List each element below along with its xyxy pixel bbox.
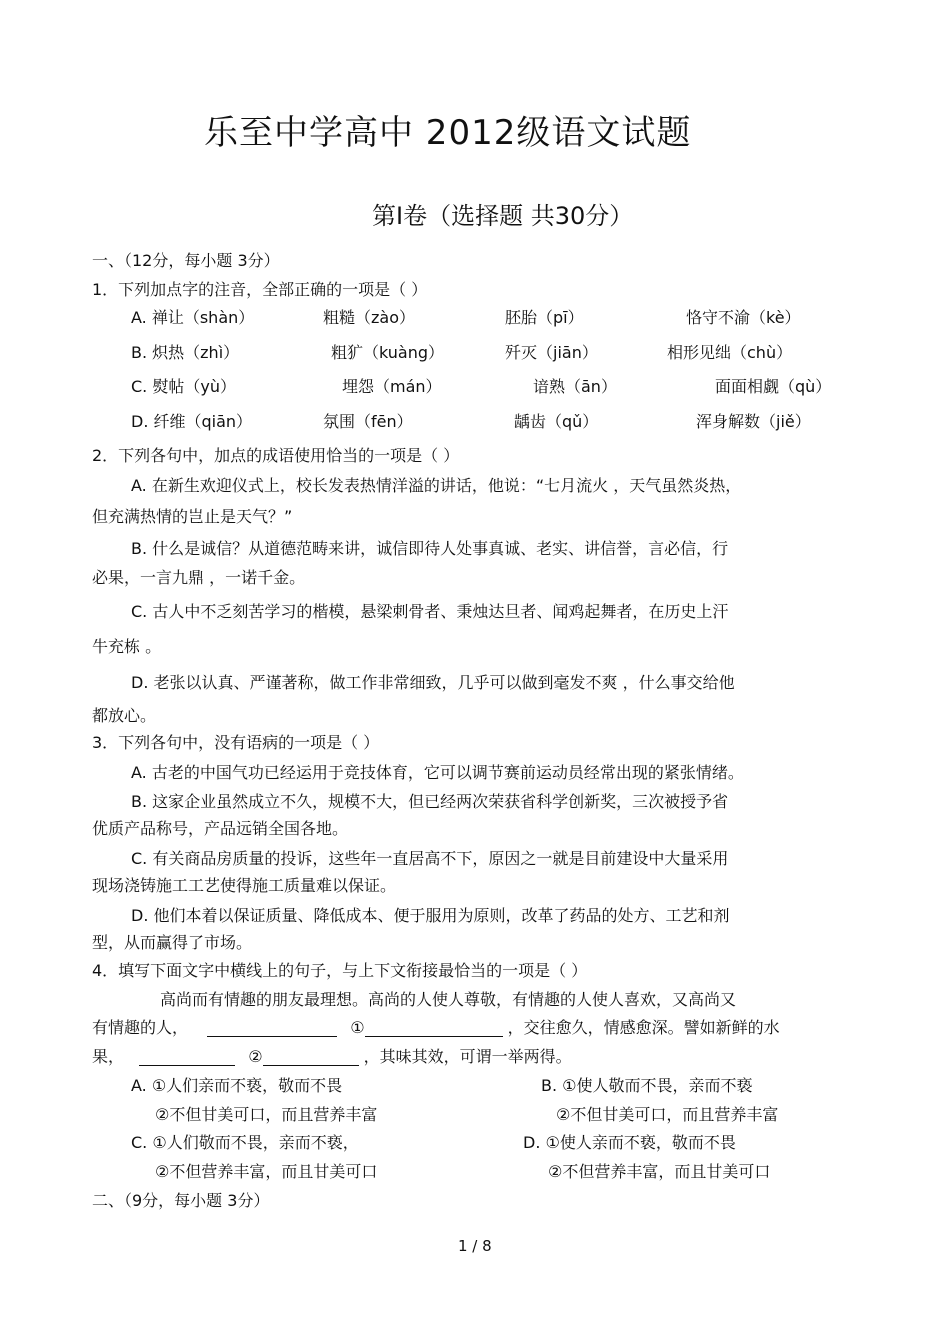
q2-b-line2: 必果，一言九鼎 ，一诺千金。	[92, 568, 306, 587]
page-number: 1 / 8	[458, 1237, 492, 1255]
q2-c-line1: C. 古人中不乏刻苦学习的楷模，悬梁刺骨者、秉烛达旦者、闻鸡起舞者，在历史上汗	[131, 602, 729, 621]
section1-header: 一、（12分，每小题 3分）	[92, 251, 280, 270]
q3-d-line1: D. 他们本着以保证质量、降低成本、便于服用为原则，改革了药品的处方、工艺和剂	[131, 906, 730, 925]
q1-stem: 1．下列加点字的注音，全部正确的一项是（ ）	[92, 280, 428, 299]
q1-a-2: 粗糙（zào）	[323, 308, 415, 327]
q4-passage-line1: 高尚而有情趣的朋友最理想。高尚的人使人尊敬，有情趣的人使人喜欢，又高尚又	[160, 990, 737, 1009]
q1-b-1: B. 炽热（zhì）	[131, 343, 240, 362]
q1-d-4: 浑身解数（jiě）	[696, 412, 811, 431]
q1-c-3: 谙熟（ān）	[533, 377, 617, 396]
blank-2-marker: ②	[248, 1047, 263, 1066]
blank-line	[207, 1020, 337, 1037]
q1-a-4: 恪守不渝（kè）	[686, 308, 801, 327]
q4-option-b-line2: ②不但甘美可口，而且营养丰富	[556, 1105, 779, 1124]
q4-passage-line2-end: ，交往愈久，情感愈深。譬如新鲜的水	[507, 1018, 780, 1037]
q3-a-line1: A. 古老的中国气功已经运用于竞技体育，它可以调节赛前运动员经常出现的紧张情绪。	[131, 763, 744, 782]
q2-stem: 2．下列各句中，加点的成语使用恰当的一项是（ ）	[92, 446, 460, 465]
q3-c-line1: C. 有关商品房质量的投诉，这些年一直居高不下，原因之一就是目前建设中大量采用	[131, 849, 729, 868]
q3-c-line2: 现场浇铸施工工艺使得施工质量难以保证。	[92, 876, 397, 895]
q1-d-1: D. 纤维（qiān）	[131, 412, 253, 431]
blank-2	[263, 1049, 359, 1066]
q1-d-2: 氛围（fēn）	[323, 412, 413, 431]
q2-b-line1: B. 什么是诚信？从道德范畴来讲，诚信即待人处事真诚、老实、讲信誉，言必信，行	[131, 539, 729, 558]
q3-b-line2: 优质产品称号，产品远销全国各地。	[92, 819, 349, 838]
q3-d-line2: 型，从而赢得了市场。	[92, 933, 253, 952]
q4-passage-line2-start: 有情趣的人，	[92, 1018, 189, 1037]
q1-a-1: A. 禅让（shàn）	[131, 308, 255, 327]
q1-c-2: 埋怨（mán）	[342, 377, 442, 396]
q1-c-4: 面面相觑（qù）	[715, 377, 832, 396]
blank-1-marker: ①	[350, 1018, 365, 1037]
q1-b-2: 粗犷（kuàng）	[331, 343, 445, 362]
section2-header: 二、（9分，每小题 3分）	[92, 1191, 270, 1210]
q2-d-line1: D. 老张以认真、严谨著称，做工作非常细致，几乎可以做到毫发不爽 ，什么事交给他	[131, 673, 735, 692]
q4-passage-line3-start: 果，	[92, 1047, 125, 1066]
blank-1	[365, 1020, 503, 1037]
q1-c-1: C. 熨帖（yù）	[131, 377, 236, 396]
q4-option-b-line1: B. ①使人敬而不畏，亲而不亵	[541, 1076, 753, 1095]
q2-a-line2: 但充满热情的岂止是天气？”	[92, 507, 293, 526]
q1-b-3: 歼灭（jiān）	[505, 343, 598, 362]
blank-line	[139, 1049, 235, 1066]
q4-stem: 4．填写下面文字中横线上的句子，与上下文衔接最恰当的一项是（ ）	[92, 961, 588, 980]
q4-option-c-line2: ②不但营养丰富，而且甘美可口	[155, 1162, 378, 1181]
q4-option-a-line2: ②不但甘美可口，而且营养丰富	[155, 1105, 378, 1124]
q1-d-3: 龋齿（qǔ）	[514, 412, 599, 431]
page-title: 乐至中学高中 2012级语文试题	[204, 113, 692, 153]
q4-option-d-line2: ②不但营养丰富，而且甘美可口	[548, 1162, 771, 1181]
q4-passage-line3-end: ，其味其效，可谓一举两得。	[363, 1047, 572, 1066]
q3-stem: 3．下列各句中，没有语病的一项是（ ）	[92, 733, 380, 752]
q2-a-line1: A. 在新生欢迎仪式上，校长发表热情洋溢的讲话，他说：“七月流火 ，天气虽然炎热，	[131, 476, 742, 495]
q2-c-line2: 牛充栋 。	[92, 637, 162, 656]
q4-option-a-line1: A. ①人们亲而不亵，敬而不畏	[131, 1076, 343, 1095]
q1-b-4: 相形见绌（chù）	[667, 343, 793, 362]
q4-passage-line3	[92, 1048, 572, 1066]
section-subtitle: 第Ⅰ卷（选择题 共30分）	[372, 202, 634, 230]
q1-a-3: 胚胎（pī）	[505, 308, 584, 327]
q4-option-d-line1: D. ①使人亲而不亵，敬而不畏	[523, 1133, 736, 1152]
q3-b-line1: B. 这家企业虽然成立不久，规模不大，但已经两次荣获省科学创新奖，三次被授予省	[131, 792, 729, 811]
q4-option-c-line1: C. ①人们敬而不畏，亲而不亵，	[131, 1133, 359, 1152]
q2-d-line2: 都放心。	[92, 706, 157, 725]
q4-passage-line2	[92, 1019, 780, 1037]
